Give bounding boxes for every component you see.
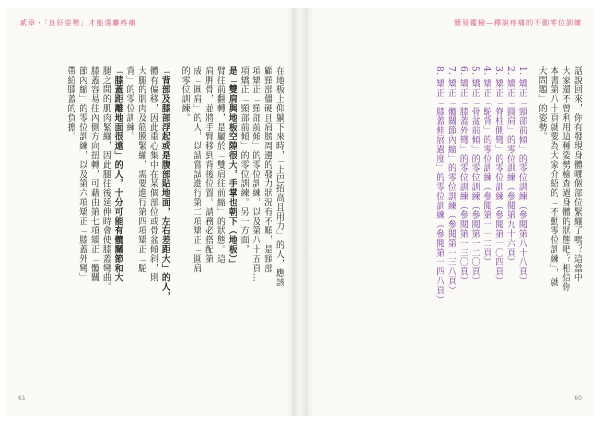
list-item: 2. 矯正「圓肩」的零位訓練（參閱第九十六頁） (505, 66, 516, 267)
text-column: 項矯正「頸部前傾」的零位訓練。另一方面， (238, 66, 249, 254)
list-item: 8. 矯正「膝蓋伸展過度」的零位訓練（參閱第一四八頁） (434, 66, 445, 305)
text-column: 節內縮」的零位訓練，以及第六項矯正「膝蓋外彎」 (77, 66, 88, 283)
page-number-left: 61 (18, 395, 26, 402)
list-item: 4. 矯正「駝背」的零位訓練（參閱第一一二頁） (481, 66, 492, 267)
emphasis-column: 「背部及膝部浮起或是腹部貼地面，左右差距大」的人， (159, 66, 170, 301)
text-column: 腿之間的肌肉緊繃，因此腿往後延伸時會使膝蓋彎曲。 (100, 66, 111, 292)
emphasis-column: 是「雙肩與地板空隙很大，手掌也朝下（地板）」 (226, 66, 237, 269)
list-item: 6. 矯正「膝蓋外彎」的零位訓練（參閱第一三〇頁） (457, 66, 468, 286)
list-item: 5. 矯正「骨盆前傾」的零位訓練（參閱第一二〇頁） (469, 66, 480, 286)
text-column: 體有偏移，因此重心集中在某個部位或骨盆傾斜，則 (148, 66, 159, 283)
text-column: 臂往前翻轉，是屬於「雙肩往前縮」的狀態。這 (215, 66, 226, 264)
text-column: 背」的零位訓練。 (124, 66, 135, 142)
list-item: 3. 矯正「脊柱側彎」的零位訓練（參閱第一〇四頁） (493, 66, 504, 286)
right-page (306, 8, 594, 416)
text-column: 的零位訓練。 (179, 66, 190, 123)
text-column: 肩胛骨，並將手臂移到背後位置。請務必搭配第 (203, 66, 214, 264)
book-gutter (294, 8, 306, 416)
list-item: 1. 矯正「頸部前傾」的零位訓練（參閱第八十八頁） (516, 66, 527, 286)
column-spacer (170, 66, 178, 366)
text-column: 話說回來，你有發現身體哪個部位緊繃了嗎？這當中 (572, 66, 582, 283)
left-page (6, 8, 294, 416)
running-header-left: 貳章・「良好姿勢」才能遠離疼痛 (20, 19, 137, 27)
column-spacer (527, 66, 535, 366)
emphasis-column: 「膝蓋距離地面很遠」的人，十分可能有髖關節和大 (112, 66, 123, 283)
text-column: 成「圓肩」的人，以請嘗試進行第二項矯正「圓肩 (191, 66, 202, 273)
text-column: 帶給膝蓋的負擔。 (65, 66, 76, 142)
text-column: 膝蓋容易往內側方向扭轉，可藉由第七項矯正「髖關 (89, 66, 100, 283)
page-number-right: 60 (574, 395, 582, 402)
text-column: 項矯正「頸部前傾」的零位訓練，以及第八十五頁… (250, 66, 261, 283)
text-column: 顧頸部僵硬且肩膀周邊的發力狀況有不順，是頸部 (262, 66, 273, 273)
text-column: 大腿的肌肉及筋膜緊繃，需要進行第四項矯正「駝 (136, 66, 147, 273)
body-text-left (20, 66, 284, 366)
text-column: 在地板上仰躺下來時，「上巴抬高且用力」的人，應該 (274, 66, 284, 288)
text-column: 大家還不曾利用這種姿勢檢查過身體的狀態吧？相信你 (560, 66, 571, 292)
text-column: 大問題」的姿勢。 (536, 66, 547, 142)
body-text-right (330, 66, 582, 366)
text-column: 本書第八十頁就要為大家介紹的「不動零位訓練」，就 (548, 66, 559, 288)
list-item: 7. 矯正「髖關節內縮」的零位訓練（參閱第一三八頁） (446, 66, 457, 295)
running-header-right: 簡易鑑檢—釋說疼痛的不動零位訓練 (454, 19, 582, 27)
